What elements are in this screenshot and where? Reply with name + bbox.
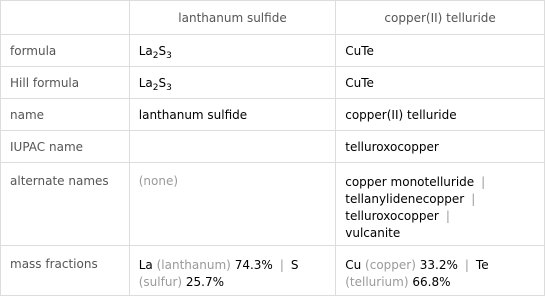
header-empty-cell xyxy=(1,1,130,35)
mass-fraction-line xyxy=(345,257,535,274)
formula-subscript: 3 xyxy=(166,50,172,61)
alternate-name-line xyxy=(345,225,535,242)
alternate-name: tellanylidenecopper xyxy=(345,192,465,207)
table-row xyxy=(1,99,545,131)
element-symbol: Te xyxy=(475,257,489,272)
header-lanthanum-sulfide: lanthanum sulfide xyxy=(129,1,335,35)
name-lanthanum-sulfide: lanthanum sulfide xyxy=(129,99,335,131)
row-label-formula: formula xyxy=(1,35,130,67)
element-name: (copper) xyxy=(365,257,416,272)
alternate-name-line xyxy=(345,191,535,208)
table-row xyxy=(1,163,545,245)
alternate-name-line xyxy=(345,208,535,225)
hill-formula-copper-telluride: CuTe xyxy=(336,67,545,99)
mass-percent: 33.2% xyxy=(419,257,458,272)
table-row xyxy=(1,35,545,67)
table-row xyxy=(1,245,545,295)
mass-percent: 66.8% xyxy=(412,274,451,289)
mass-percent: 25.7% xyxy=(185,274,225,289)
separator: | xyxy=(471,192,476,207)
alternate-name: copper monotelluride xyxy=(345,175,475,190)
table-row xyxy=(1,67,545,99)
alternate-names-lanthanum-sulfide: (none) xyxy=(129,163,335,245)
row-label-mass-fractions: mass fractions xyxy=(1,245,130,295)
formula-lanthanum-sulfide xyxy=(129,35,335,67)
alternate-names-copper-telluride xyxy=(336,163,545,245)
iupac-name-copper-telluride: telluroxocopper xyxy=(336,131,545,163)
row-label-name: name xyxy=(1,99,130,131)
separator: | xyxy=(445,209,450,224)
row-label-alternate-names: alternate names xyxy=(1,163,130,245)
element-name: (tellurium) xyxy=(345,274,409,289)
formula-element: La xyxy=(138,43,153,58)
formula-element: La xyxy=(138,75,153,90)
table-row xyxy=(1,131,545,163)
name-copper-telluride: copper(II) telluride xyxy=(336,99,545,131)
formula-subscript: 3 xyxy=(166,82,172,93)
formula-element: S xyxy=(158,43,167,58)
iupac-name-lanthanum-sulfide xyxy=(129,131,335,163)
row-label-hill-formula: Hill formula xyxy=(1,67,130,99)
formula-element: S xyxy=(158,75,167,90)
separator: | xyxy=(464,257,469,272)
mass-fractions-lanthanum-sulfide xyxy=(129,245,335,295)
hill-formula-lanthanum-sulfide xyxy=(129,67,335,99)
separator: | xyxy=(279,257,284,272)
mass-percent: 74.3% xyxy=(234,257,273,272)
element-name: (lanthanum) xyxy=(156,257,231,272)
element-symbol: Cu xyxy=(345,257,362,272)
element-name: (sulfur) xyxy=(138,274,183,289)
element-symbol: S xyxy=(290,257,299,272)
alternate-name: vulcanite xyxy=(345,226,401,241)
formula-subscript: 2 xyxy=(152,82,159,93)
mass-fractions-copper-telluride xyxy=(336,245,545,295)
row-label-iupac-name: IUPAC name xyxy=(1,131,130,163)
mass-fraction-line xyxy=(345,274,535,291)
header-row xyxy=(1,1,545,35)
element-symbol: La xyxy=(138,257,153,272)
mass-fraction-line xyxy=(139,257,326,274)
formula-subscript: 2 xyxy=(152,50,159,61)
formula-copper-telluride: CuTe xyxy=(336,35,545,67)
alternate-name-line xyxy=(345,174,535,191)
separator: | xyxy=(481,175,486,190)
header-copper-telluride: copper(II) telluride xyxy=(336,1,545,35)
alternate-name: telluroxocopper xyxy=(345,209,439,224)
mass-fraction-line xyxy=(139,274,326,291)
